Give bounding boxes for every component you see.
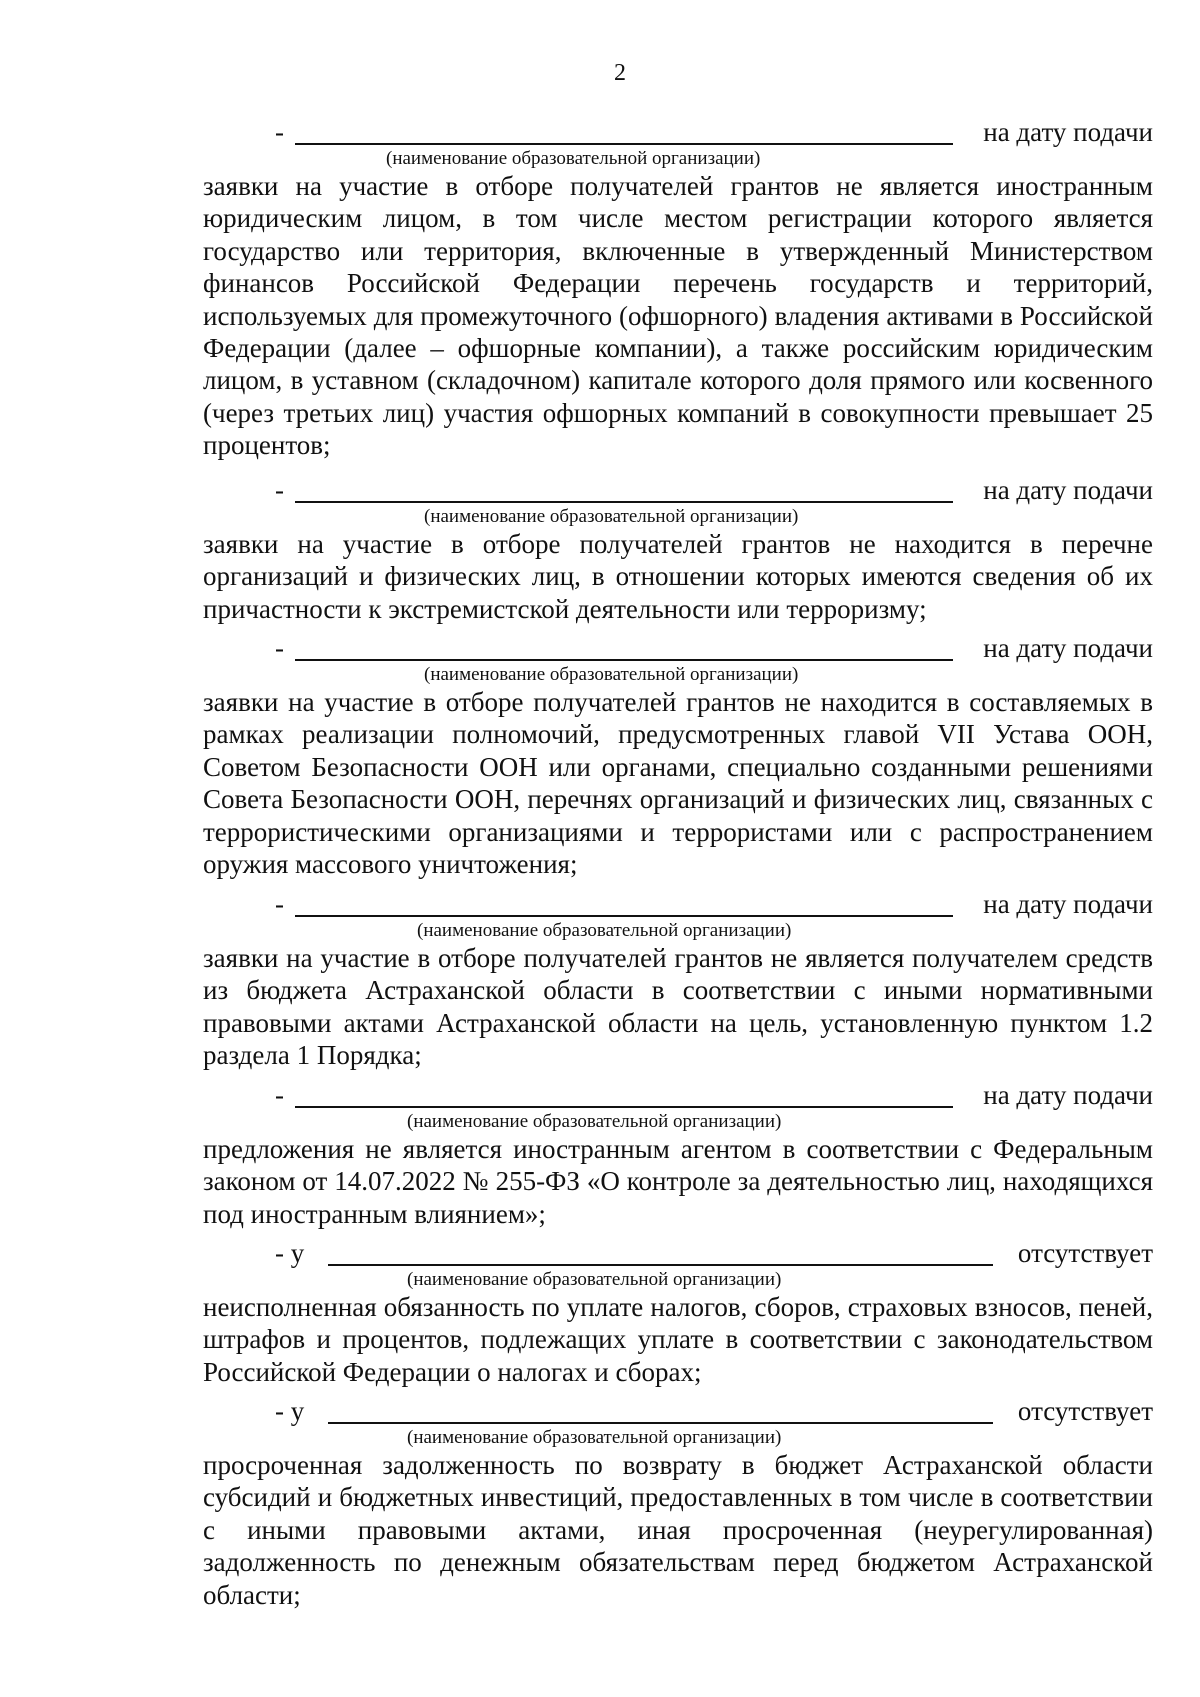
statement-block-3 [203,632,1153,880]
organization-name-blank[interactable] [295,501,953,503]
list-dash: - [275,1080,284,1110]
fill-in-line [203,632,1153,664]
statement-block-4 [203,888,1153,1072]
blank-caption: (наименование образовательной организации) [424,664,799,685]
list-dash: - [275,475,284,505]
fill-in-line [203,474,1153,506]
blank-caption: (наименование образовательной организации) [407,1427,782,1448]
statement-text: просроченная задолженность по возврату в бюджет Астраханской области субсидий и бюджетных инвестиций, предоставленных в том числе в соответствии с иными правовыми актами, иная просроченная (неурегулированная) задолженность по денежным обязательствам перед бюджетом Астраханской области; [203,1450,1153,1610]
organization-name-blank[interactable] [328,1422,993,1424]
organization-name-blank[interactable] [328,1264,993,1266]
statement-text: неисполненная обязанность по уплате налогов, сборов, страховых взносов, пеней, штрафов и процентов, подлежащих уплате в соответствии с законодательством Российской Федерации о налогах и сборах; [203,1292,1153,1387]
fill-in-line [203,888,1153,920]
list-dash: - [275,117,284,147]
organization-name-blank[interactable] [295,143,953,145]
line-suffix: на дату подачи [983,889,1153,919]
organization-name-blank[interactable] [295,1106,953,1108]
fill-in-line [203,1079,1153,1111]
fill-in-line [203,1237,1153,1269]
list-dash: - у [275,1396,305,1426]
organization-name-blank[interactable] [295,915,953,917]
statement-block-2 [203,474,1153,625]
statement-text: заявки на участие в отборе получателей грантов не является получателем средств из бюджета Астраханской области в соответствии с иными нормативными правовыми актами Астраханской области на цель, установленную пунктом 1.2 раздела 1 Порядка; [203,943,1153,1071]
statement-text: заявки на участие в отборе получателей грантов не находится в составляемых в рамках реализации полномочий, предусмотренных главой VII Устава ООН, Советом Безопасности ООН или органами, специально созданными решениями Совета Безопасности ООН, перечнях организаций и физических лиц, связанных с террористическими организациями и террористами или с распространением оружия массового уничтожения; [203,687,1153,880]
blank-caption: (наименование образовательной организации) [407,1111,782,1132]
statement-text: предложения не является иностранным агентом в соответствии с Федеральным законом от 14.07.2022 № 255-ФЗ «О контроле за деятельностью лиц, находящихся под иностранным влиянием»; [203,1134,1153,1229]
fill-in-line [203,116,1153,148]
blank-caption: (наименование образовательной организации) [417,920,792,941]
line-suffix: на дату подачи [983,117,1153,147]
line-suffix: на дату подачи [983,1080,1153,1110]
statement-text: заявки на участие в отборе получателей грантов не является иностранным юридическим лицом, в том числе местом регистрации которого является государство или территория, включенные в утвержденный Министерством финансов Российской Федерации перечень государств и территорий, используемых для промежуточного (офшорного) владения активами в Российской Федерации (далее – офшорные компании), а также российским юридическим лицом, в уставном (складочном) капитале которого доля прямого или косвенного (через третьих лиц) участия офшорных компаний в совокупности превышает 25 процентов; [203,171,1153,461]
line-suffix: отсутствует [1017,1396,1153,1426]
statement-block-1 [203,116,1153,462]
blank-caption: (наименование образовательной организации) [386,148,761,169]
line-suffix: отсутствует [1017,1238,1153,1268]
line-suffix: на дату подачи [983,475,1153,505]
statement-block-6 [203,1237,1153,1388]
list-dash: - [275,889,284,919]
list-dash: - у [275,1238,305,1268]
line-suffix: на дату подачи [983,633,1153,663]
fill-in-line [203,1395,1153,1427]
blank-caption: (наименование образовательной организации) [424,506,799,527]
blank-caption: (наименование образовательной организации) [407,1269,782,1290]
page-number: 2 [614,60,626,86]
organization-name-blank[interactable] [295,659,953,661]
statement-block-7 [203,1395,1153,1611]
statement-block-5 [203,1079,1153,1230]
list-dash: - [275,633,284,663]
statement-text: заявки на участие в отборе получателей грантов не находится в перечне организаций и физических лиц, в отношении которых имеются сведения об их причастности к экстремистской деятельности или терроризму; [203,529,1153,624]
